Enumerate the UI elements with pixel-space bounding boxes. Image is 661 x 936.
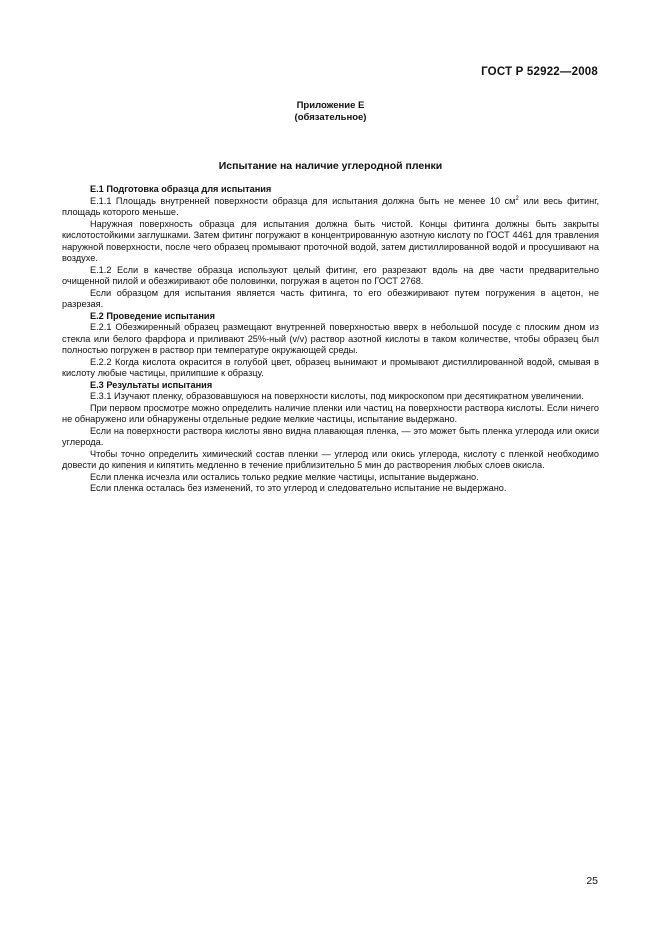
paragraph: Чтобы точно определить химический состав пленки — углерод или окись углерода, кислоту с пленкой необходимо довести до кипения и кипятить медленно в течение приблизительно 5 мин до растворения любых слоев окисла. — [62, 448, 599, 470]
appendix-title: Приложение Е — [296, 100, 365, 111]
heading-e3: Е.3 Результаты испытания — [90, 379, 213, 390]
paragraph: Если пленка осталась без изменений, то это углерод и следовательно испытание не выдержано. — [90, 483, 507, 493]
paragraph-e1-1 — [62, 196, 599, 219]
paragraph: Если пленка исчезла или остались только редкие мелкие частицы, испытание выдержано. — [90, 471, 479, 482]
paragraph-e1-1-post: или весь фитинг, площадь которого меньше. — [62, 195, 600, 217]
appendix-subtitle: (обязательное) — [294, 112, 367, 123]
paragraph: При первом просмотре можно определить наличие пленки или частиц на поверхности раствора кислоты. Если ничего не обнаружено или обнаружены отдельные редкие мелкие частицы, испытание выдержано. — [62, 402, 599, 424]
paragraph: Если образцом для испытания является часть фитинга, то его обезжиривают путем погружения в ацетон, не разрезая. — [62, 287, 599, 309]
document-header: ГОСТ Р 52922—2008 — [481, 66, 598, 78]
superscript: 2 — [515, 195, 519, 202]
paragraph: Е.2.1 Обезжиренный образец размещают внутренней поверхностью вверх в небольшой посуде с плоским дном из стекла или белого фарфора и приливают 25%-ный (v/v) раствор азотной кислоты в таком количестве, чтобы образец был полностью погружен в раствор при температуре окружающей среды. — [62, 322, 599, 355]
paragraph: Е.1.2 Если в качестве образца используют целый фитинг, его разрезают вдоль на две части предварительно очищенной пилой и обезжиривают обе половинки, погружая в ацетон по ГОСТ 2768. — [62, 264, 599, 286]
heading-e1: Е.1 Подготовка образца для испытания — [90, 184, 272, 194]
paragraph-e1-1-pre: Е.1.1 Площадь внутренней поверхности образца для испытания должна быть не менее 10 см — [90, 195, 516, 206]
page-number: 25 — [586, 875, 598, 887]
paragraph: Е.2.2 Когда кислота окрасится в голубой цвет, образец вынимают и промывают дистиллированной водой, смывая в кислоту любые частицы, прилипшие к образцу. — [62, 356, 599, 378]
section-title: Испытание на наличие углеродной пленки — [218, 160, 443, 172]
appendix-block — [0, 100, 661, 124]
paragraph: Если на поверхности раствора кислоты явно видна плавающая пленка, — это может быть пленка углерода или окиси углерода. — [62, 425, 599, 447]
paragraph: Е.3.1 Изучают пленку, образовавшуюся на поверхности кислоты, под микроскопом при десятикратном увеличении. — [90, 391, 584, 401]
paragraph: Наружная поверхность образца для испытания должна быть чистой. Концы фитинга должны быть закрыты кислотостойкими заглушками. Затем фитинг погружают в концентрированную азотную кислоту по ГОСТ 4461 для травления наружной поверхности, после чего образец промывают проточной водой, затем дистиллированной водой и просушивают на воздухе. — [62, 218, 599, 263]
body-text — [62, 184, 599, 495]
heading-e2: Е.2 Проведение испытания — [90, 310, 215, 321]
